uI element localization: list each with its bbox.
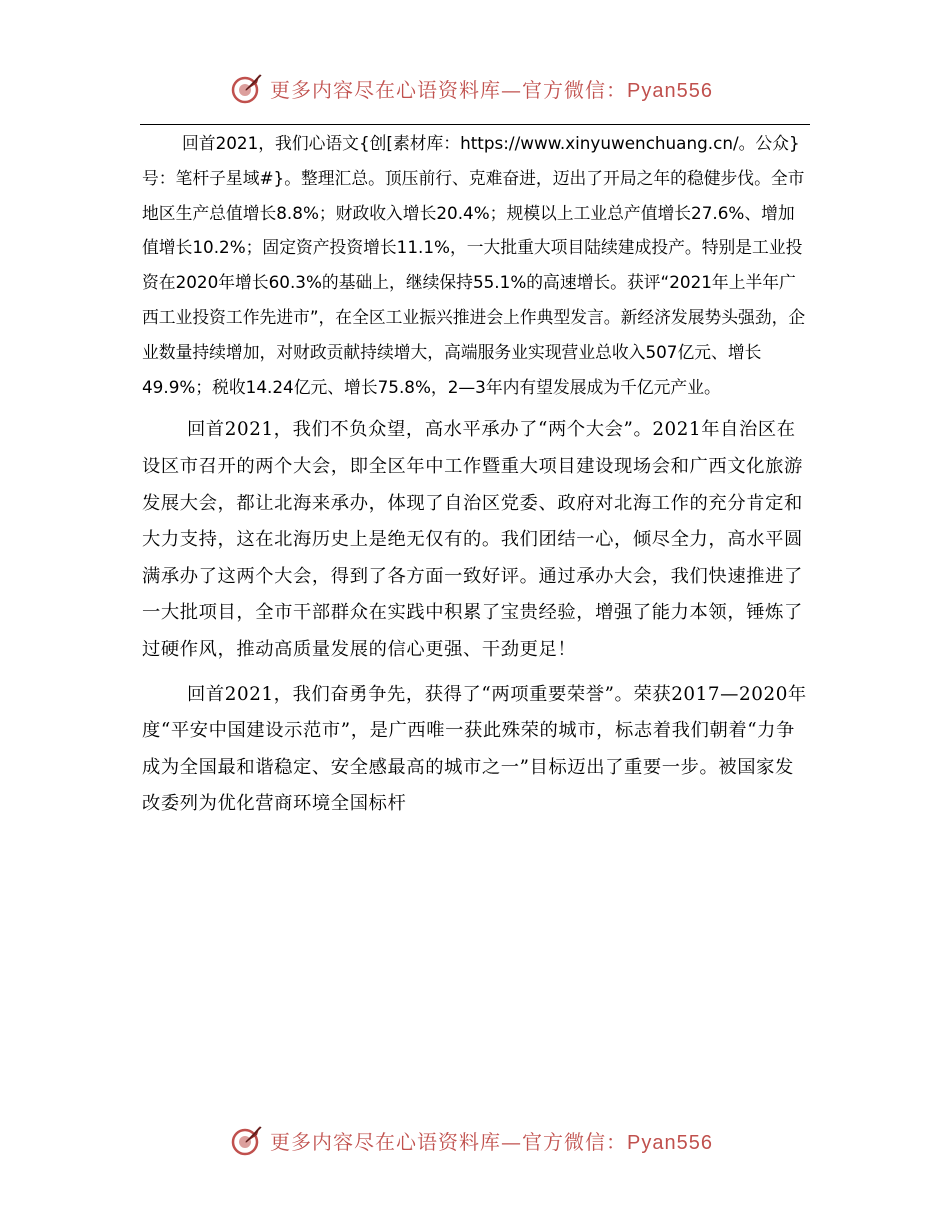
feather-pen-seal-icon: [230, 1123, 264, 1157]
header-wechat-id: Pyan556: [627, 79, 713, 102]
footer-banner: [230, 1120, 713, 1160]
header-banner-text: [270, 74, 713, 103]
header-banner-label: 更多内容尽在心语资料库—官方微信：: [270, 77, 627, 102]
footer-banner-text: [270, 1126, 713, 1155]
footer-banner-label: 更多内容尽在心语资料库—官方微信：: [270, 1129, 627, 1154]
paragraph-1: 回首2021，我们心语文{创[素材库：https://www.xinyuwenchuang.cn/。公众}号：笔杆子星域#}。整理汇总。顶压前行、克难奋进，迈出了开局之年的稳健步伐。全市地区生产总值增长8.8%；财政收入增长20.4%；规模以上工业总产值增长27.6%、增加值增长10.2%；固定资产投资增长11.1%，一大批重大项目陆续建成投产。特别是工业投资在2020年增长60.3%的基础上，继续保持55.1%的高速增长。获评“2021年上半年广西工业投资工作先进市”，在全区工业振兴推进会上作典型发言。新经济发展势头强劲，企业数量持续增加，对财政贡献持续增大，高端服务业实现营业总收入507亿元、增长49.9%；税收14.24亿元、增长75.8%，2—3年内有望发展成为千亿元产业。: [142, 133, 806, 397]
paragraph-3: 回首2021，我们奋勇争先，获得了“两项重要荣誉”。荣获2017—2020年度“平安中国建设示范市”，是广西唯一获此殊荣的城市，标志着我们朝着“力争成为全国最和谐稳定、安全感最高的城市之一”目标迈出了重要一步。被国家发改委列为优化营商环境全国标杆: [142, 683, 807, 815]
header-rule: [140, 124, 810, 125]
document-body: [142, 126, 810, 823]
paragraph-2: 回首2021，我们不负众望，高水平承办了“两个大会”。2021年自治区在设区市召开的两个大会，即全区年中工作暨重大项目建设现场会和广西文化旅游发展大会，都让北海来承办，体现了自治区党委、政府对北海工作的充分肯定和大力支持，这在北海历史上是绝无仅有的。我们团结一心，倾尽全力，高水平圆满承办了这两个大会，得到了各方面一致好评。通过承办大会，我们快速推进了一大批项目，全市干部群众在实践中积累了宝贵经验，增强了能力本领，锤炼了过硬作风，推动高质量发展的信心更强、干劲更足！: [142, 419, 803, 660]
footer-wechat-id: Pyan556: [627, 1131, 713, 1154]
header-banner: [230, 68, 713, 108]
feather-pen-seal-icon: [230, 71, 264, 105]
